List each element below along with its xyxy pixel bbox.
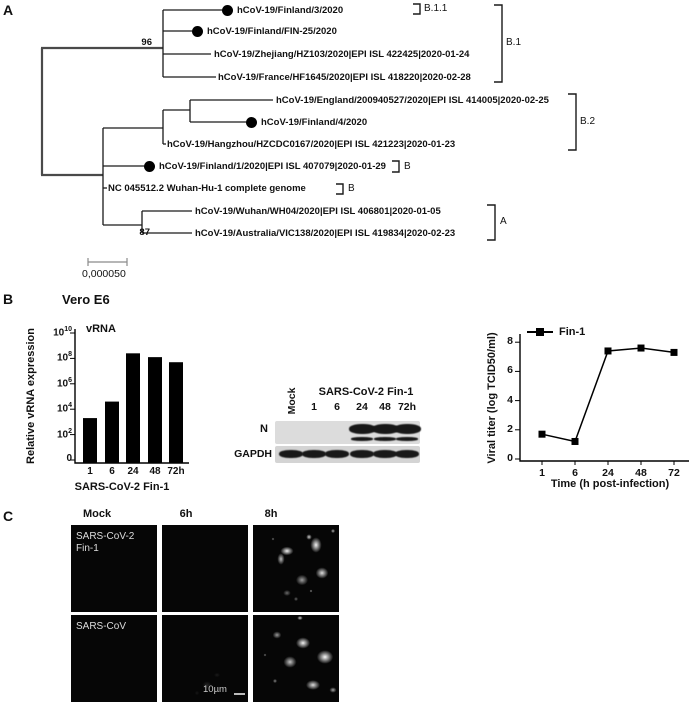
panel-c-label: C [3, 508, 14, 524]
clade-label-b-wuhan: B [348, 183, 355, 194]
blot-mock-lane-label: Mock [286, 387, 298, 415]
western-blot-n-image [275, 421, 420, 444]
finnish-isolate-dot-icon [192, 26, 203, 37]
taxon-label [144, 160, 386, 173]
line-x-tick-label: 1 [539, 467, 545, 479]
microscopy-image-sars-mock [71, 615, 157, 702]
bar-chart-x-axis-label: SARS-CoV-2 Fin-1 [74, 481, 170, 493]
protein-band [351, 437, 373, 441]
taxon-label [214, 48, 469, 61]
protein-band [302, 450, 326, 458]
line-y-tick-label: 0 [507, 452, 513, 464]
microscopy-column-header-8h: 8h [264, 508, 278, 520]
taxon-label [195, 227, 455, 240]
bootstrap-value-96: 96 [141, 37, 152, 48]
line-x-tick-label: 24 [602, 467, 614, 479]
taxon-name: hCoV-19/England/200940527/2020|EPI ISL 414005|2020-02-25 [276, 95, 549, 106]
microscopy-scale-bar-icon [234, 693, 245, 695]
taxon-name: hCoV-19/Wuhan/WH04/2020|EPI ISL 406801|2020-01-05 [195, 206, 441, 217]
bar-y-tick-label: $10^4$ [56, 402, 72, 415]
western-blot-gapdh-image [275, 446, 420, 463]
line-chart-y-axis-label: Viral titer (log TCID50/ml) [486, 332, 498, 464]
microscopy-image-sars2-mock [71, 525, 157, 612]
line-x-tick-label: 6 [572, 467, 578, 479]
microscopy-image-sars-8h [253, 615, 339, 702]
taxon-label [222, 4, 343, 17]
line-y-tick-label: 8 [507, 335, 513, 348]
taxon-label [218, 71, 471, 84]
taxon-name: hCoV-19/Zhejiang/HZ103/2020|EPI ISL 422425|2020-01-24 [214, 49, 470, 60]
bar-chart-title: vRNA [86, 323, 116, 335]
taxon-name: hCoV-19/Finland/FIN-25/2020 [207, 26, 337, 37]
microscopy-row-label-sars2: SARS-CoV-2 Fin-1 [76, 531, 135, 554]
blot-row-label-n: N [260, 423, 268, 435]
taxon-label [276, 94, 549, 107]
bar-x-tick-label: 1 [87, 466, 93, 477]
bar-x-tick-label: 24 [127, 466, 139, 477]
taxon-label [167, 138, 455, 151]
clade-label-a: A [500, 216, 507, 227]
finnish-isolate-dot-icon [144, 161, 155, 172]
taxon-name: hCoV-19/Finland/4/2020 [261, 117, 368, 128]
bar-y-tick-label: $10^6$ [56, 376, 72, 390]
panel-b-title: Vero E6 [62, 292, 110, 307]
taxon-name: hCoV-19/Finland/3/2020 [237, 5, 344, 16]
protein-band [394, 424, 421, 434]
panel-b-label: B [3, 291, 14, 307]
bar-y-tick-label: $10^2$ [56, 427, 72, 440]
scale-bar-icon [88, 258, 127, 266]
panel-a-label: A [3, 2, 14, 18]
bar-y-tick-label: $10^8$ [56, 351, 72, 364]
bar-x-tick-label: 72h [167, 466, 185, 477]
clade-label-b-fin1: B [404, 161, 411, 172]
line-y-tick-label: 4 [507, 393, 513, 406]
legend-line-marker-icon [527, 326, 553, 338]
protein-band [395, 450, 419, 458]
scale-bar-label: 0,000050 [82, 268, 126, 280]
protein-band [350, 450, 374, 458]
bar-y-zero-label: 0 [66, 453, 72, 464]
taxon-name: hCoV-19/Finland/1/2020|EPI ISL 407079|2020-01-29 [159, 161, 386, 172]
bar-x-tick-label: 48 [149, 466, 161, 477]
clade-label-b1: B.1 [506, 37, 522, 48]
line-chart-plot [515, 334, 689, 465]
finnish-isolate-dot-icon [246, 117, 257, 128]
clade-label-b2: B.2 [580, 116, 596, 127]
line-y-tick-label: 6 [507, 364, 513, 377]
line-chart-x-axis-label: Time (h post-infection) [550, 478, 670, 490]
line-y-tick-label: 2 [507, 422, 513, 435]
microscopy-row-label-sars: SARS-CoV [76, 621, 127, 632]
phylogenetic-tree-lines [41, 10, 273, 233]
line-x-tick-label: 72 [668, 467, 680, 479]
bar-chart-y-axis-label: Relative vRNA expression [25, 328, 37, 464]
blot-lane-label: 48 [379, 401, 391, 413]
microscopy-image-sars2-8h [253, 525, 339, 612]
blot-lane-label: 1 [311, 401, 317, 413]
clade-label-b11: B.1.1 [424, 3, 448, 14]
taxon-label [246, 116, 367, 129]
microscopy-column-header-6h: 6h [179, 508, 193, 520]
protein-band [325, 450, 349, 458]
taxon-name: hCoV-19/Hangzhou/HZCDC0167/2020|EPI ISL 421223|2020-01-23 [167, 139, 456, 150]
microscopy-image-sars2-6h [162, 525, 248, 612]
bar-y-tick-label: $10^{10}$ [53, 326, 72, 339]
taxon-name: NC 045512.2 Wuhan-Hu-1 complete genome [108, 183, 306, 194]
protein-band [374, 437, 396, 441]
microscopy-column-header-mock: Mock [82, 508, 112, 520]
taxon-label [192, 25, 337, 38]
blot-row-label-gapdh: GAPDH [234, 448, 272, 460]
protein-band [279, 450, 303, 458]
microscopy-scale-text: 10µm [203, 684, 227, 695]
taxon-label [108, 182, 306, 195]
taxon-name: hCoV-19/Australia/VIC138/2020|EPI ISL 419834|2020-02-23 [195, 228, 456, 239]
taxon-name: hCoV-19/France/HF1645/2020|EPI ISL 418220|2020-02-28 [218, 72, 471, 83]
blot-lane-label: 6 [334, 401, 340, 413]
bar-x-tick-label: 6 [109, 466, 115, 477]
legend-series-label: Fin-1 [559, 326, 586, 338]
bar-chart-plot [70, 329, 189, 463]
bootstrap-value-87: 87 [139, 227, 150, 238]
line-chart-legend [527, 326, 585, 338]
protein-band [373, 450, 397, 458]
taxon-label [195, 205, 441, 218]
blot-lane-label: 72h [397, 401, 417, 413]
protein-band [396, 437, 418, 441]
blot-header: SARS-CoV-2 Fin-1 [318, 386, 414, 398]
finnish-isolate-dot-icon [222, 5, 233, 16]
line-x-tick-label: 48 [635, 467, 647, 479]
blot-lane-label: 24 [356, 401, 368, 413]
microscopy-image-sars-6h [162, 615, 248, 702]
